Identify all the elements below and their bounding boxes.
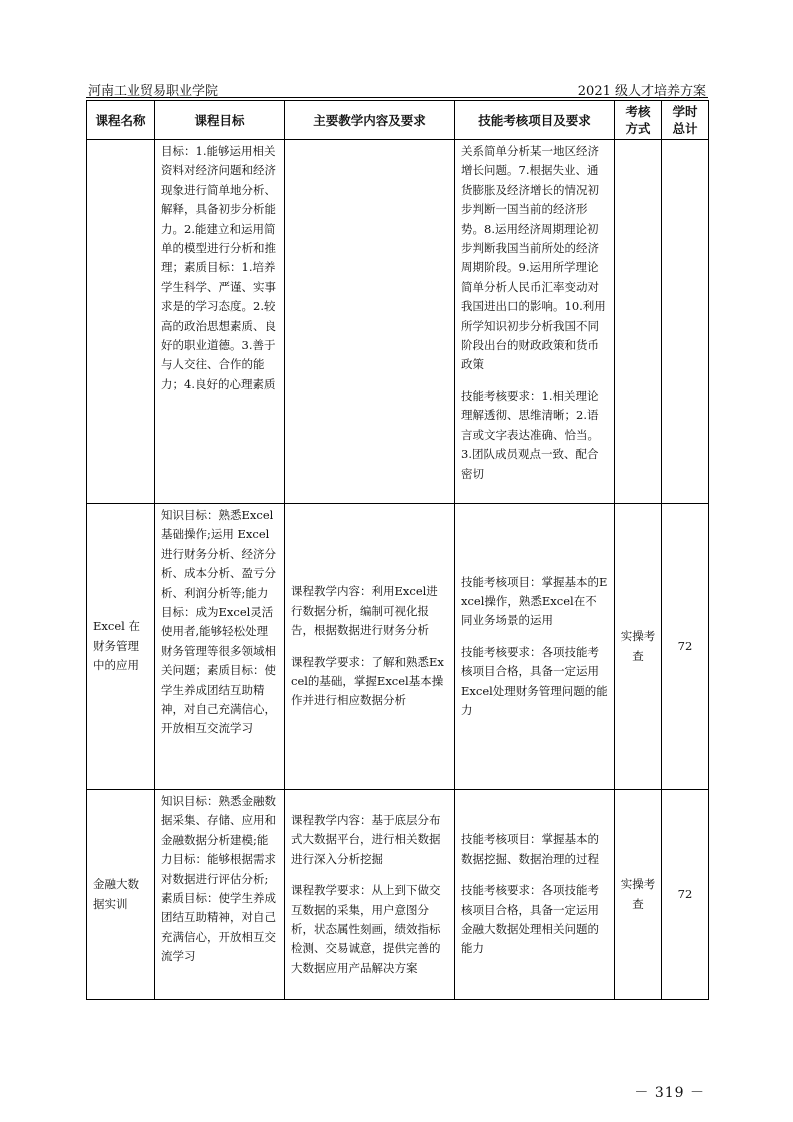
skill-cell <box>455 790 615 1000</box>
content-description: 课程教学内容：利用Excel进行数据分析，编制可视化报告，根据数据进行财务分析 <box>291 584 438 638</box>
skill-requirement: 技能考核要求：各项技能考核项目合格，具备一定运用 Excel处理财务管理问题的能力 <box>461 644 608 718</box>
table-header-row <box>87 101 709 140</box>
total-hours <box>662 140 709 504</box>
col-header-skill: 技能考核项目及要求 <box>455 101 615 140</box>
col-header-objective: 课程目标 <box>155 101 285 140</box>
assessment-method <box>615 140 662 504</box>
skill-item: 技能考核项目：掌握基本的数据挖掘、数据治理的过程 <box>461 832 599 866</box>
content-description: 课程教学内容：基于底层分布式大数据平台，进行相关数据进行深入分析挖掘 <box>291 812 441 866</box>
table-row <box>87 790 709 1000</box>
course-name <box>87 140 155 504</box>
col-header-hours <box>662 101 709 140</box>
total-hours: 72 <box>662 504 709 790</box>
col-header-assessment <box>615 101 662 140</box>
table-row <box>87 140 709 504</box>
header-rule <box>86 97 708 98</box>
col-header-hours-line1: 学时 <box>672 104 698 119</box>
course-name: Excel 在财务管理中的应用 <box>87 504 155 790</box>
course-objective: 知识目标：熟悉Excel基础操作;运用 Excel 进行财务分析、经济分析、成本分析、盈亏分析、利润分析等;能力目标：成为Excel灵活使用者,能够轻松处理财务管理等很多领域相关问题；素质目标：使学生养成团结互助精神，对自己充满信心，开放相互交流学习 <box>155 504 285 790</box>
course-name: 金融大数据实训 <box>87 790 155 1000</box>
content-cell <box>285 504 455 790</box>
course-table <box>86 100 709 1000</box>
content-cell <box>285 790 455 1000</box>
skill-cell <box>455 140 615 504</box>
header-plan-title: 2021 级人才培养方案 <box>577 84 706 99</box>
assessment-method: 实操考查 <box>615 790 662 1000</box>
assessment-method: 实操考查 <box>615 504 662 790</box>
header-institution: 河南工业贸易职业学院 <box>88 84 219 99</box>
col-header-content: 主要教学内容及要求 <box>285 101 455 140</box>
skill-item: 关系简单分析某一地区经济增长问题。7.根据失业、通货膨胀及经济增长的情况初步判断一国当前的经济形势。8.运用经济周期理论初步判断我国当前所处的经济周期阶段。9.运用所学理论简单分析人民币汇率变动对我国进出口的影响。10.利用所学知识初步分析我国不同阶段出台的财政政策和货币政策 <box>461 144 606 372</box>
skill-requirement: 技能考核要求：1.相关理论理解透彻、思维清晰；2.语言或文字表达准确、恰当。3.团队成员观点一致、配合密切 <box>461 388 599 481</box>
skill-cell <box>455 504 615 790</box>
content-requirement: 课程教学要求：了解和熟悉Excel的基础，掌握Excel基本操作并进行相应数据分析 <box>291 654 444 708</box>
page-number: － 319 － <box>634 1085 705 1101</box>
table-row <box>87 504 709 790</box>
col-header-course-name: 课程名称 <box>87 101 155 140</box>
col-header-assessment-line2: 方式 <box>625 121 651 136</box>
skill-item: 技能考核项目：掌握基本的Excel操作，熟悉Excel在不同业务场景的运用 <box>461 574 608 628</box>
course-content <box>285 140 455 504</box>
total-hours: 72 <box>662 790 709 1000</box>
col-header-hours-line2: 总计 <box>672 121 698 136</box>
content-requirement: 课程教学要求：从上到下做交互数据的采集，用户意图分析，状态属性刻画，绩效指标检测、交易诚意，提供完善的大数据应用产品解决方案 <box>291 883 441 975</box>
col-header-assessment-line1: 考核 <box>625 104 651 119</box>
skill-requirement: 技能考核要求：各项技能考核项目合格，具备一定运用 金融大数据处理相关问题的能力 <box>461 883 599 956</box>
course-objective: 知识目标：熟悉金融数据采集、存储、应用和金融数据分析建模;能力目标：能够根据需求对数据进行评估分析;素质目标：使学生养成团结互助精神，对自己充满信心，开放相互交流学习 <box>155 790 285 1000</box>
course-objective: 目标：1.能够运用相关资料对经济问题和经济现象进行简单地分析、解释，具备初步分析能力。2.能建立和运用简单的模型进行分析和推理；素质目标：1.培养学生科学、严谨、实事求是的学习态度。2.较高的政治思想素质、良好的职业道德。3.善于与人交往、合作的能力；4.良好的心理素质 <box>155 140 285 504</box>
